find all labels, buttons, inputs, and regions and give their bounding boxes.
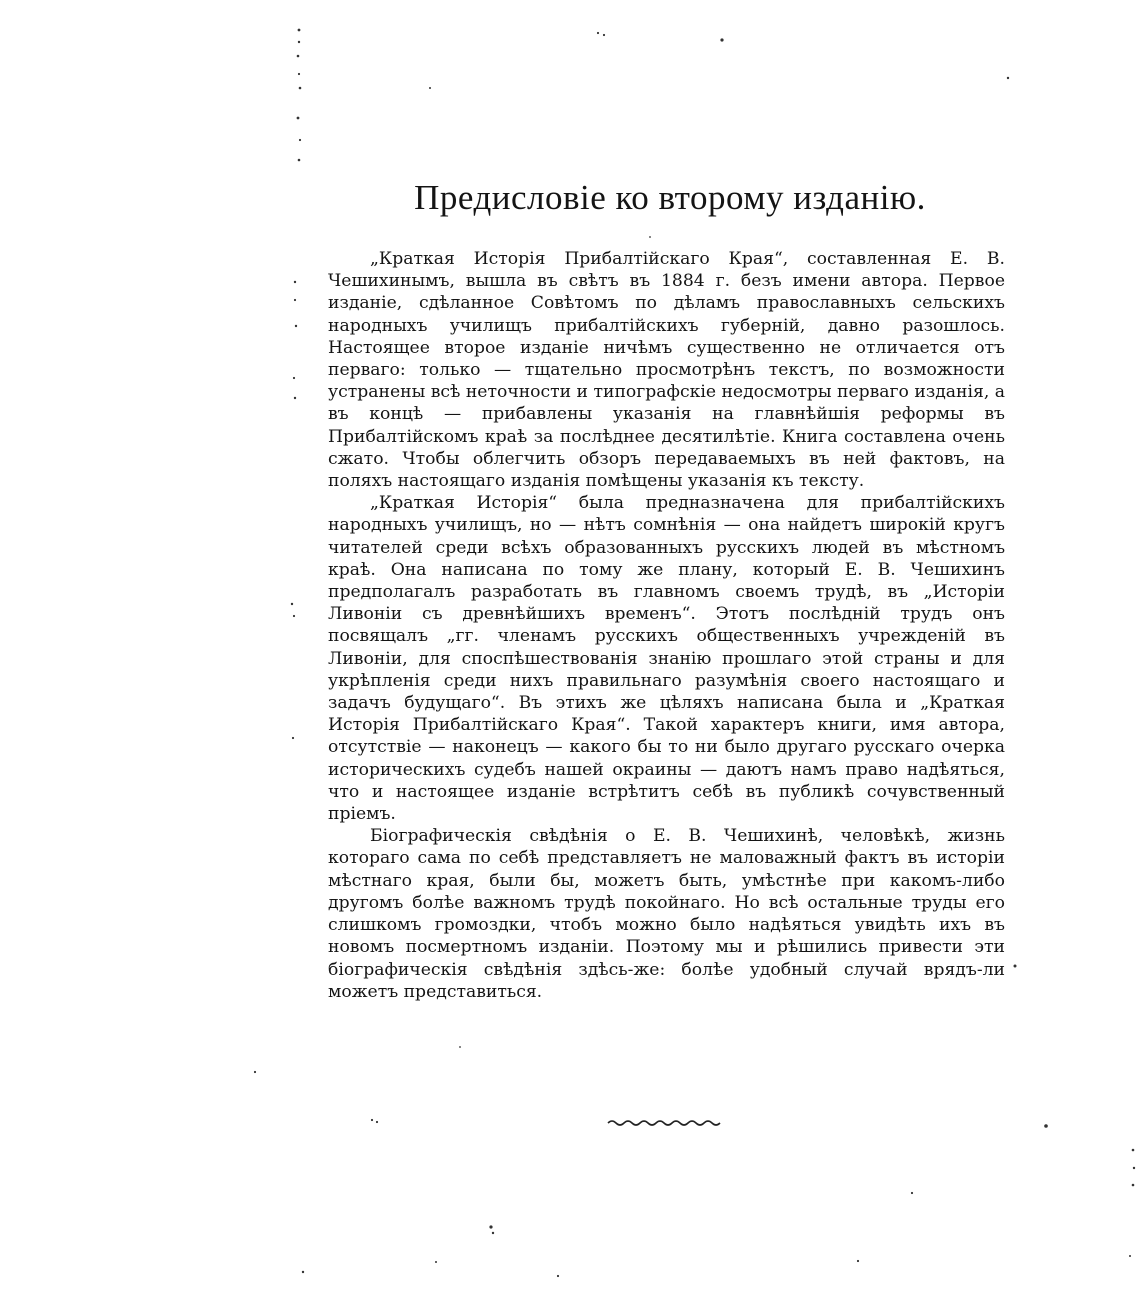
preface-body: [328, 248, 1005, 1003]
paragraph: Біографическія свѣдѣнія о Е. В. Чешихинѣ, человѣкѣ, жизнь котораго сама по себѣ представляетъ не маловажный фактъ въ исторіи мѣстнаго края, были бы, можетъ быть, умѣстнѣе при какомъ-либо другомъ болѣе важномъ трудѣ покойнаго. Но всѣ остальные труды его слишкомъ громоздки, чтобъ можно было надѣяться увидѣть ихъ въ новомъ посмертномъ изданіи. Поэтому мы и рѣшились привести эти біографическія свѣдѣнія здѣсь-же: болѣе удобный случай врядъ-ли можетъ представиться.: [328, 826, 1005, 1002]
wavy-divider-ornament: [606, 1117, 722, 1129]
paragraph: „Краткая Исторія Прибалтійскаго Края“, составленная Е. В. Чешихинымъ, вышла въ свѣтъ въ 1884 г. безъ имени автора. Первое изданіе, сдѣланное Совѣтомъ по дѣламъ православныхъ сельскихъ народныхъ училищъ прибалтійскихъ губерній, давно разошлось. Настоящее второе изданіе ничѣмъ существенно не отличается отъ перваго: только — тщательно просмотрѣнъ текстъ, по возможности устранены всѣ неточности и типографскіе недосмотры перваго изданія, а въ концѣ — прибавлены указанія на главнѣйшія реформы въ Прибалтійскомъ краѣ за послѣднее десятилѣтіе. Книга составлена очень сжато. Чтобы облегчить обзоръ передаваемыхъ въ ней фактовъ, на поляхъ настоящаго изданія помѣщены указанія къ тексту.: [328, 249, 1006, 492]
paragraph: „Краткая Исторія“ была предназначена для прибалтійскихъ народныхъ училищъ, но — нѣтъ сомнѣнія — она найдетъ широкій кругъ читателей среди всѣхъ образованныхъ русскихъ людей въ мѣстномъ краѣ. Она написана по тому же плану, который Е. В. Чешихинъ предполагалъ разработать въ главномъ своемъ трудѣ, въ „Исторіи Ливоніи съ древнѣйшихъ временъ“. Этотъ послѣдній трудъ онъ посвящалъ „гг. членамъ русскихъ общественныхъ учрежденій въ Ливоніи, для споспѣшествованія знанію прошлаго этой страны и для укрѣпленія среди нихъ правильнаго разумѣнія своего настоящаго и задачъ будущаго“. Въ этихъ же цѣляхъ написана была и „Краткая Исторія Прибалтійскаго Края“. Такой характеръ книги, имя автора, отсутствіе — наконецъ — какого бы то ни было другаго русскаго очерка историческихъ судебъ нашей окраины — даютъ намъ право надѣяться, что и настоящее изданіе встрѣтитъ себѣ въ публикѣ сочувственный пріемъ.: [328, 493, 1005, 825]
page-title: Предисловіе ко второму изданію.: [414, 178, 926, 217]
